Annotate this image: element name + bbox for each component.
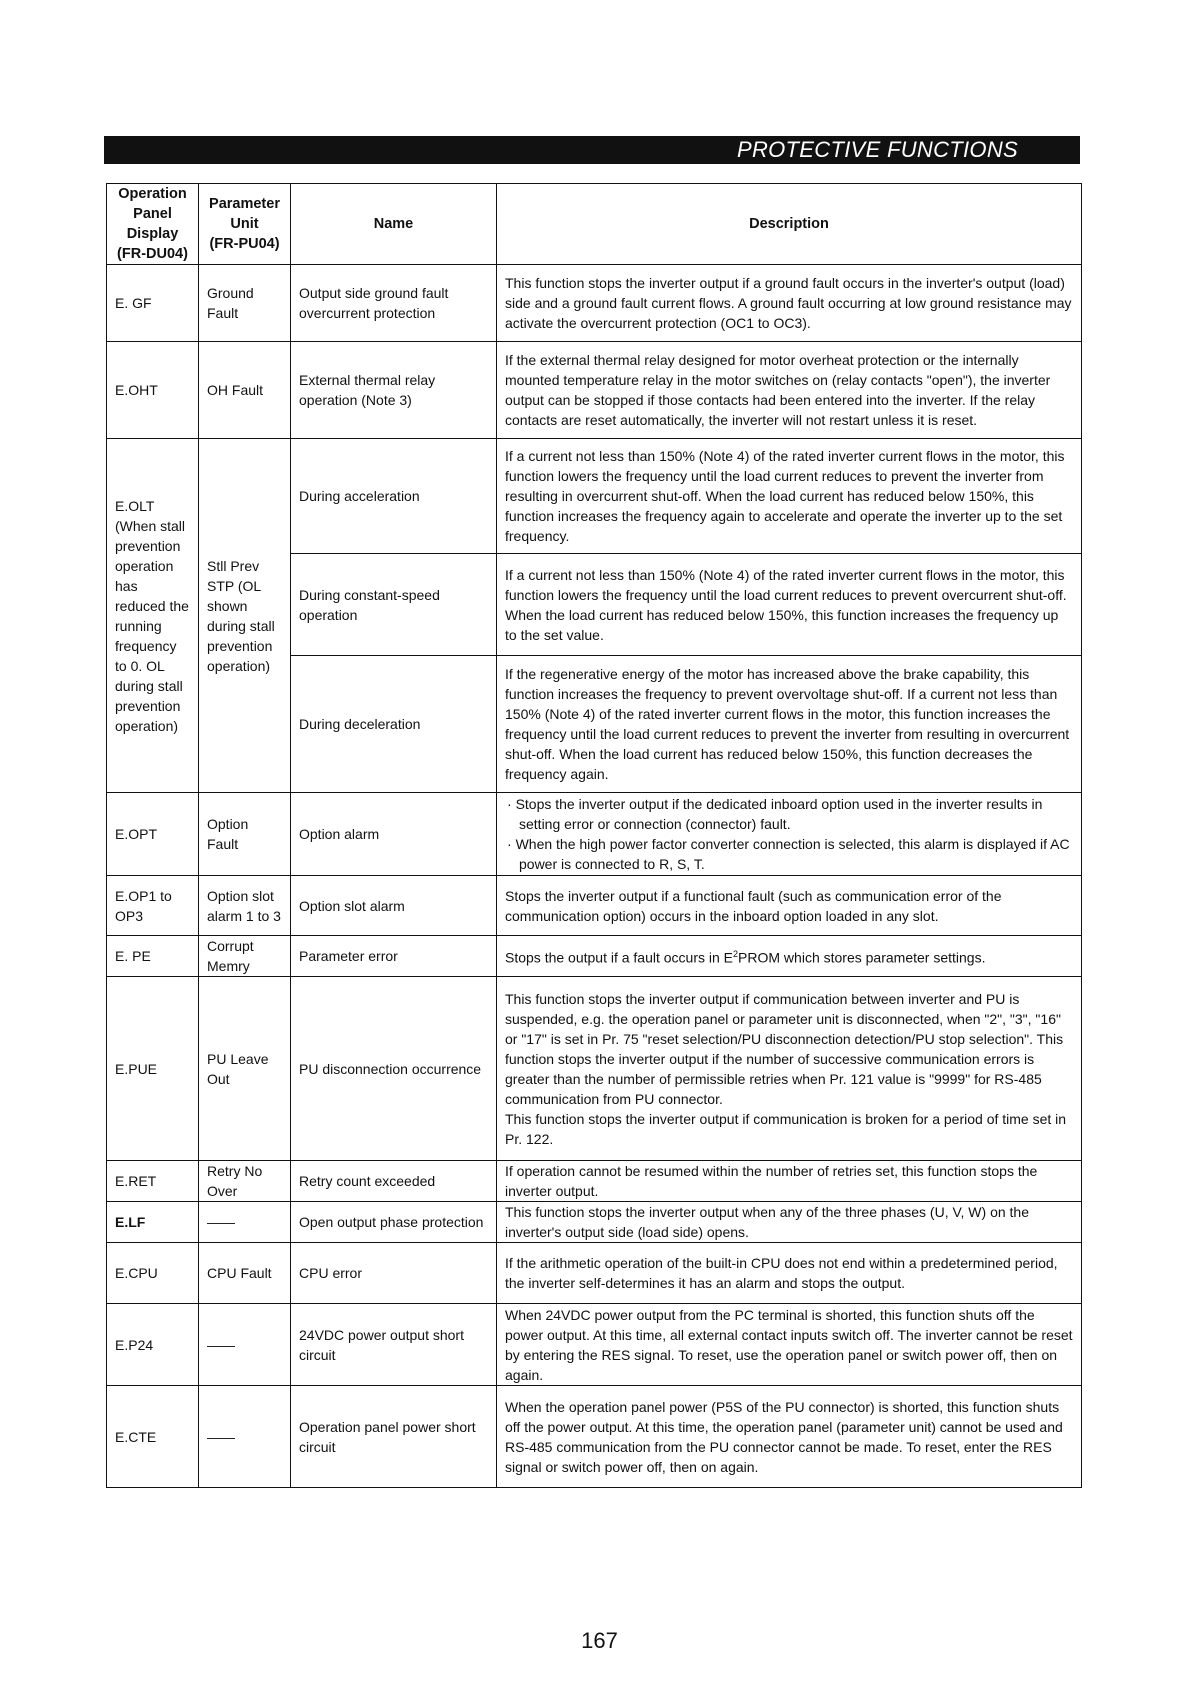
section-title: PROTECTIVE FUNCTIONS (736, 137, 1018, 162)
table-header-row (107, 184, 1082, 265)
name-cell: Operation panel power short circuit (291, 1386, 497, 1488)
param-cell: Retry No Over (199, 1161, 291, 1202)
protective-functions-table (106, 183, 1082, 1488)
table-row (107, 1386, 1082, 1488)
code-cell: E.OPT (107, 793, 199, 876)
code-cell: E. PE (107, 936, 199, 977)
table-row (107, 1161, 1082, 1202)
param-cell: Option Fault (199, 793, 291, 876)
code-cell: E.OHT (107, 342, 199, 439)
param-cell: —— (199, 1386, 291, 1488)
description-cell: If the regenerative energy of the motor has increased above the brake capability, this function increases the frequency to prevent overvoltage shut-off. If a current not less than 150% (Note 4) of the rated inverter current flows in the motor, this function increases the frequency until the load current reduces to prevent the inverter from resulting in overcurrent shut-off. When the load current has reduced below 150%, this function decreases the frequency again. (497, 656, 1082, 793)
name-cell: PU disconnection occurrence (291, 977, 497, 1161)
code-cell: E.CTE (107, 1386, 199, 1488)
header-operation-panel: Operation Panel Display (FR-DU04) (107, 184, 199, 265)
param-cell: Ground Fault (199, 265, 291, 342)
param-cell: PU Leave Out (199, 977, 291, 1161)
name-cell: Output side ground fault overcurrent protection (291, 265, 497, 342)
param-cell: Option slot alarm 1 to 3 (199, 876, 291, 936)
code-cell: E.PUE (107, 977, 199, 1161)
param-cell: CPU Fault (199, 1243, 291, 1304)
code-cell: E.OP1 to OP3 (107, 876, 199, 936)
description-cell: When 24VDC power output from the PC terminal is shorted, this function shuts off the power output. At this time, all external contact inputs switch off. The inverter cannot be reset by entering the RES signal. To reset, use the operation panel or switch power off, then on again. (497, 1304, 1082, 1386)
description-cell: This function stops the inverter output if communication between inverter and PU is suspended, e.g. the operation panel or parameter unit is disconnected, when "2", "3", "16" or "17" is set in Pr. 75 "reset selection/PU disconnection detection/PU stop selection". This function stops the inverter output if the number of successive communication errors is greater than the number of permissible retries when Pr. 121 value is "9999" for RS-485 communication from PU connector. This function stops the inverter output if communication is broken for a period of time set in Pr. 122. (497, 977, 1082, 1161)
name-cell: Retry count exceeded (291, 1161, 497, 1202)
name-cell: Option slot alarm (291, 876, 497, 936)
code-cell: E.CPU (107, 1243, 199, 1304)
table-row (107, 439, 1082, 554)
name-cell: Open output phase protection (291, 1202, 497, 1243)
name-cell: CPU error (291, 1243, 497, 1304)
table-row (107, 1243, 1082, 1304)
table-row (107, 265, 1082, 342)
table-row (107, 876, 1082, 936)
param-cell: Corrupt Memry (199, 936, 291, 977)
header-parameter-unit: Parameter Unit (FR-PU04) (199, 184, 291, 265)
code-cell: E. GF (107, 265, 199, 342)
description-cell: This function stops the inverter output if a ground fault occurs in the inverter's output (load) side and a ground fault current flows. A ground fault occurring at low ground resistance may activate the overcurrent protection (OC1 to OC3). (497, 265, 1082, 342)
description-cell: If operation cannot be resumed within the number of retries set, this function stops the inverter output. (497, 1161, 1082, 1202)
table-row (107, 1304, 1082, 1386)
table-row (107, 793, 1082, 876)
description-cell: Stops the inverter output if a functional fault (such as communication error of the communication option) occurs in the inboard option loaded in any slot. (497, 876, 1082, 936)
list-item: · Stops the inverter output if the dedicated inboard option used in the inverter results in setting error or connection (connector) fault. (507, 796, 1043, 832)
description-cell: If the arithmetic operation of the built-in CPU does not end within a predetermined period, the inverter self-determines it has an alarm and stops the output. (497, 1243, 1082, 1304)
section-banner (104, 136, 1080, 164)
name-cell: During acceleration (291, 439, 497, 554)
list-item: · When the high power factor converter connection is selected, this alarm is displayed if AC power is connected to R, S, T. (507, 836, 1070, 872)
name-cell: Option alarm (291, 793, 497, 876)
description-cell: When the operation panel power (P5S of the PU connector) is shorted, this function shuts off the power output. At this time, the operation panel (parameter unit) cannot be used and RS-485 communication from the PU connector cannot be made. To reset, enter the RES signal or switch power off, then on again. (497, 1386, 1082, 1488)
name-cell: During deceleration (291, 656, 497, 793)
name-cell: 24VDC power output short circuit (291, 1304, 497, 1386)
param-cell: OH Fault (199, 342, 291, 439)
header-name: Name (291, 184, 497, 265)
table-row (107, 342, 1082, 439)
table-row (107, 1202, 1082, 1243)
table-row (107, 977, 1082, 1161)
description-cell: If a current not less than 150% (Note 4) of the rated inverter current flows in the motor, this function lowers the frequency until the load current reduces to prevent overcurrent shut-off. When the load current has reduced below 150%, this function increases the frequency up to the set value. (497, 554, 1082, 656)
description-cell: This function stops the inverter output when any of the three phases (U, V, W) on the inverter's output side (load side) opens. (497, 1202, 1082, 1243)
header-description: Description (497, 184, 1082, 265)
param-cell: —— (199, 1304, 291, 1386)
param-cell: —— (199, 1202, 291, 1243)
param-cell: Stll Prev STP (OL shown during stall prevention operation) (199, 439, 291, 793)
code-cell: E.RET (107, 1161, 199, 1202)
description-cell: If a current not less than 150% (Note 4) of the rated inverter current flows in the motor, this function lowers the frequency until the load current reduces to prevent the inverter from resulting in overcurrent shut-off. When the load current has reduced below 150%, this function increases the frequency again to accelerate and operate the inverter up to the set frequency. (497, 439, 1082, 554)
page-number: 167 (581, 1628, 618, 1653)
table-row (107, 936, 1082, 977)
code-cell: E.P24 (107, 1304, 199, 1386)
name-cell: Parameter error (291, 936, 497, 977)
code-cell: E.LF (107, 1202, 199, 1243)
description-cell: Stops the output if a fault occurs in $E^2PROM$ which stores parameter settings. (497, 936, 1082, 977)
code-cell: E.OLT (When stall prevention operation has reduced the running frequency to 0. OL during stall prevention operation) (107, 439, 199, 793)
name-cell: External thermal relay operation (Note 3) (291, 342, 497, 439)
name-cell: During constant-speed operation (291, 554, 497, 656)
description-cell: If the external thermal relay designed for motor overheat protection or the internally mounted temperature relay in the motor switches on (relay contacts "open"), the inverter output can be stopped if those contacts had been entered into the inverter. If the relay contacts are reset automatically, the inverter will not restart unless it is reset. (497, 342, 1082, 439)
description-cell (497, 793, 1082, 876)
